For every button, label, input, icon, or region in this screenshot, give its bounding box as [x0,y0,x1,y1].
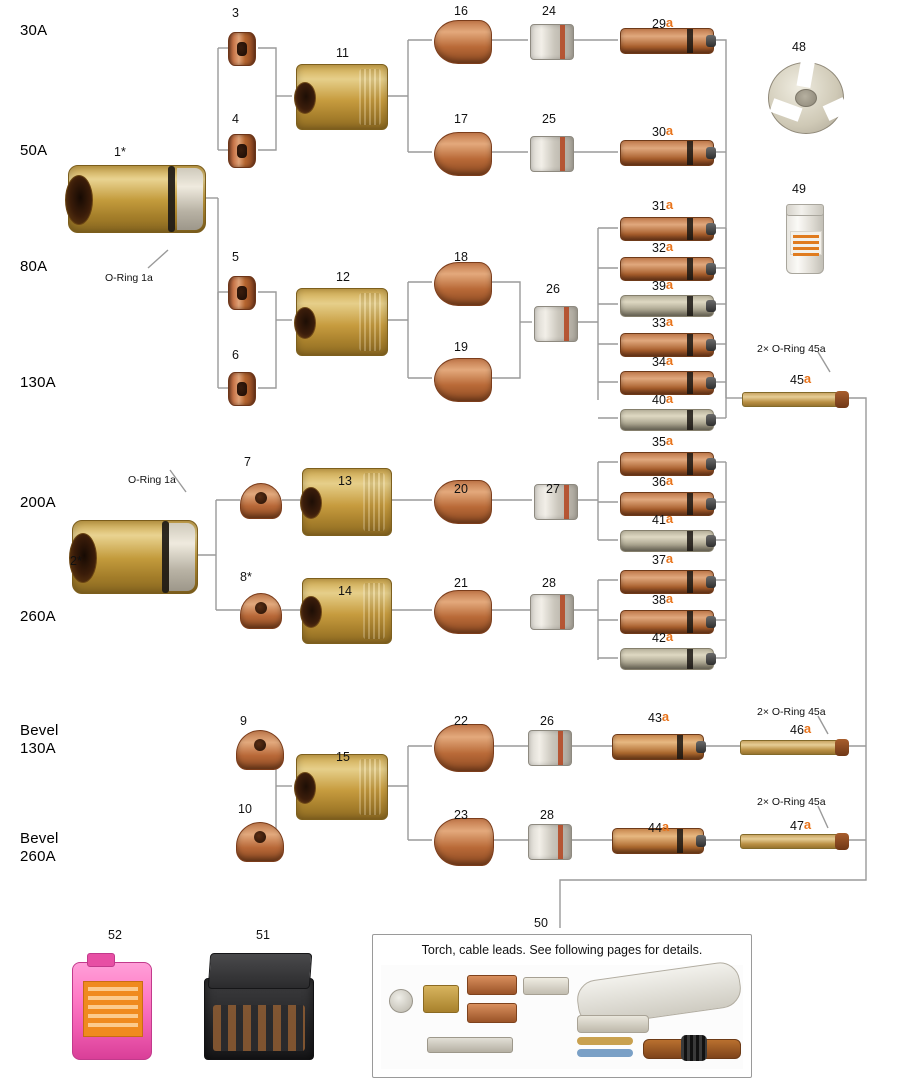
part-nozzle-16 [434,20,492,64]
current-label-30a: 30A [20,22,48,39]
part-deflector-48 [768,62,844,134]
note-oring-45a-3: 2× O-Ring 45a [757,796,826,808]
part-nozzle-17 [434,132,492,176]
part-swirl-disc-25 [530,136,574,172]
part-electrode-42 [620,648,714,670]
callout-4: 4 [232,112,239,126]
callout-52: 52 [108,928,122,942]
torch-box-caption: Torch, cable leads. See following pages for details. [421,943,703,957]
part-toolcase-51 [204,978,314,1060]
callout-7: 7 [244,455,251,469]
callout-31: 31a [652,197,674,213]
callout-16: 16 [454,4,468,18]
note-oring-45a-2: 2× O-Ring 45a [757,706,826,718]
part-shield-cap-1 [68,165,206,233]
part-swirl-disc-28 [530,594,574,630]
callout-36: 36a [652,473,674,489]
callout-18: 18 [454,250,468,264]
callout-21: 21 [454,576,468,590]
torch-part-tube [427,1037,513,1053]
callout-49: 49 [792,182,806,196]
callout-29: 29a [652,15,674,31]
torch-part-washer [389,989,413,1013]
part-swirl-disc-26b [528,730,572,766]
torch-part-body-lower [467,1003,517,1023]
callout-13: 13 [338,474,352,488]
callout-46: 46a [790,721,812,737]
part-electrode-43 [612,734,704,760]
callout-2: 2* [70,554,82,568]
part-swirl-disc-24 [530,24,574,60]
callout-48: 48 [792,40,806,54]
part-swirl-disc-28b [528,824,572,860]
note-oring-1a-bottom: O-Ring 1a [128,474,176,486]
callout-41: 41a [652,511,674,527]
current-label-260a: 260A [20,608,56,625]
callout-40: 40a [652,391,674,407]
part-electrode-40 [620,409,714,431]
callout-19: 19 [454,340,468,354]
part-swirl-ring-5 [228,276,256,310]
part-nozzle-19 [434,358,492,402]
part-swirl-ring-3 [228,32,256,66]
callout-47: 47a [790,817,812,833]
note-oring-45a-1: 2× O-Ring 45a [757,343,826,355]
callout-23: 23 [454,808,468,822]
torch-part-wire-2 [577,1049,633,1057]
callout-43: 43a [648,709,670,725]
part-swirl-cone-9 [236,730,284,770]
callout-33: 33a [652,314,674,330]
note-oring-1a-top: O-Ring 1a [105,272,153,284]
part-electrode-31 [620,217,714,241]
current-label-50a: 50A [20,142,48,159]
part-nozzle-22 [434,724,494,772]
callout-44: 44a [648,819,670,835]
callout-5: 5 [232,250,239,264]
current-label-130a: 130A [20,374,56,391]
part-grease-49 [786,210,824,274]
torch-assembly-box-50 [372,934,752,1078]
part-nozzle-23 [434,818,494,866]
part-swirl-cone-10 [236,822,284,862]
torch-part-sleeve [523,977,569,995]
torch-box-illustration [381,965,743,1069]
part-coolant-52 [72,962,152,1060]
callout-28b: 28 [540,808,554,822]
callout-6: 6 [232,348,239,362]
callout-30: 30a [652,123,674,139]
callout-26: 26 [546,282,560,296]
callout-12: 12 [336,270,350,284]
part-electrode-41 [620,530,714,552]
torch-part-brass-fitting [423,985,459,1013]
part-water-tube-45 [742,392,848,407]
current-label-bevel130-line2: 130A [20,740,56,757]
current-label-200a: 200A [20,494,56,511]
callout-8: 8* [240,570,252,584]
part-nozzle-21 [434,590,492,634]
part-water-tube-46 [740,740,848,755]
callout-51: 51 [256,928,270,942]
part-swirl-ring-4 [228,134,256,168]
callout-50: 50 [534,916,548,930]
torch-part-braid [681,1035,707,1061]
part-shield-cap-2 [72,520,198,594]
callout-14: 14 [338,584,352,598]
callout-20: 20 [454,482,468,496]
part-retaining-cap-12 [296,288,388,356]
current-label-bevel260-line2: 260A [20,848,56,865]
torch-part-cable-sheath [577,1015,649,1033]
callout-35: 35a [652,433,674,449]
callout-15: 15 [336,750,350,764]
callout-1: 1* [114,145,126,159]
part-swirl-cone-8 [240,593,282,629]
part-nozzle-18 [434,262,492,306]
part-swirl-cone-7 [240,483,282,519]
callout-27: 27 [546,482,560,496]
callout-37: 37a [652,551,674,567]
callout-11: 11 [336,46,349,60]
callout-26b: 26 [540,714,554,728]
part-retaining-cap-11 [296,64,388,130]
part-electrode-29 [620,28,714,54]
callout-10: 10 [238,802,252,816]
callout-9: 9 [240,714,247,728]
callout-45: 45a [790,371,812,387]
current-label-80a: 80A [20,258,48,275]
current-label-bevel130-line1: Bevel [20,722,59,739]
callout-38: 38a [652,591,674,607]
torch-part-wire-1 [577,1037,633,1045]
part-electrode-30 [620,140,714,166]
callout-3: 3 [232,6,239,20]
part-swirl-ring-6 [228,372,256,406]
torch-part-body-upper [467,975,517,995]
callout-17: 17 [454,112,468,126]
callout-34: 34a [652,353,674,369]
callout-28: 28 [542,576,556,590]
callout-22: 22 [454,714,468,728]
callout-39: 39a [652,277,674,293]
part-swirl-disc-26 [534,306,578,342]
part-water-tube-47 [740,834,848,849]
callout-24: 24 [542,4,556,18]
callout-32: 32a [652,239,674,255]
callout-25: 25 [542,112,556,126]
callout-42: 42a [652,629,674,645]
current-label-bevel260-line1: Bevel [20,830,59,847]
